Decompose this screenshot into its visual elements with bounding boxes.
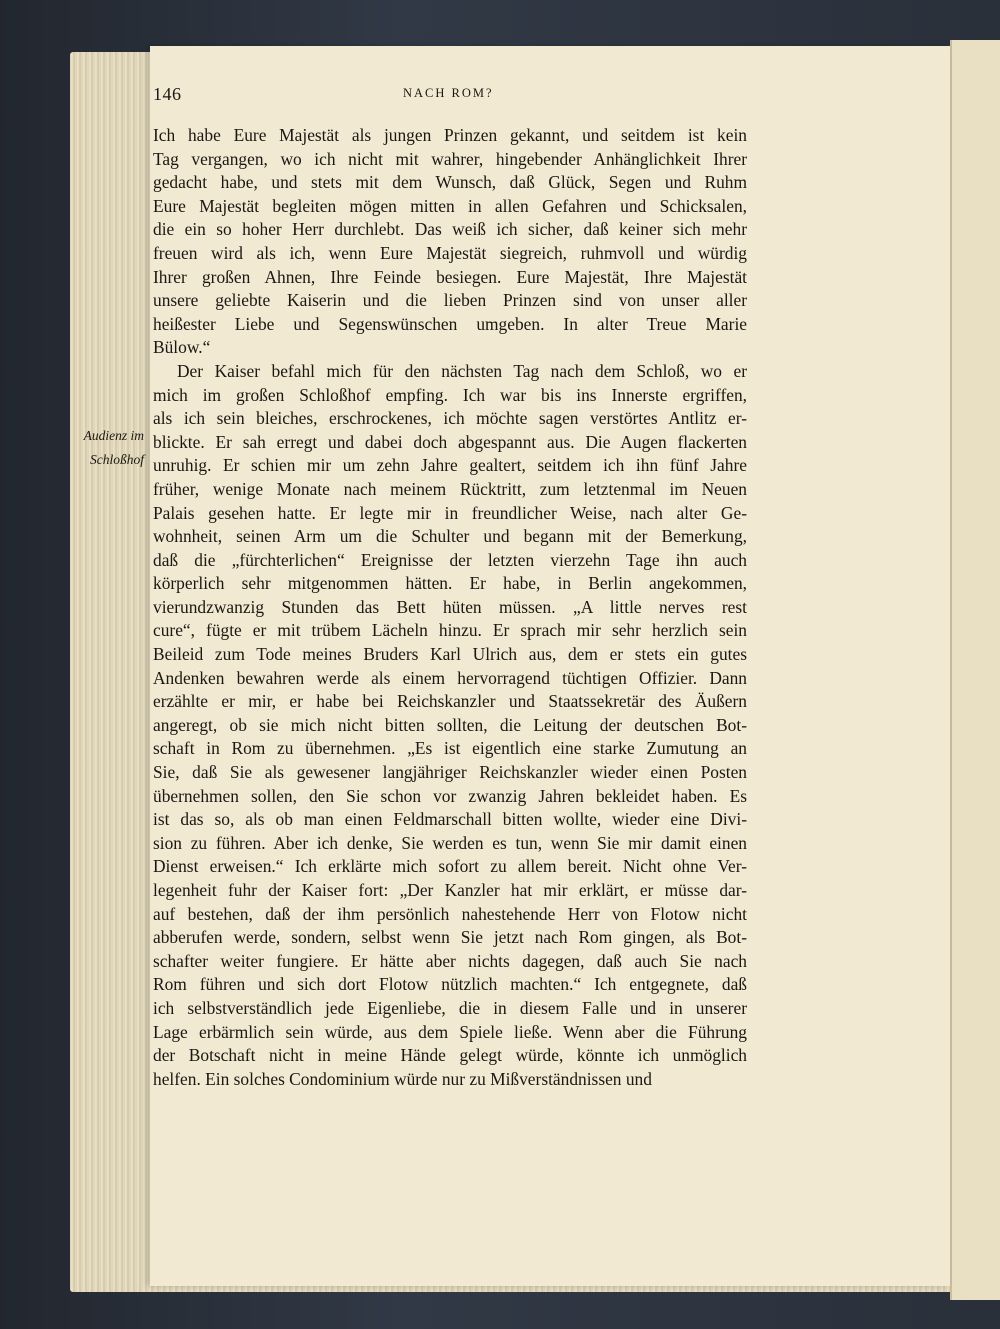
text-line: mich im großen Schloßhof empfing. Ich war bis ins Innerste ergriffen, [153,384,747,405]
text-line: Ihrer großen Ahnen, Ihre Feinde besiegen. Eure Majestät, Ihre Majestät [153,266,747,287]
text-line: heißester Liebe und Segenswünschen umgeben. In alter Treue Marie [153,313,747,334]
text-line: auf bestehen, daß der ihm persönlich nahestehende Herr von Flotow nicht [153,903,747,924]
text-line: daß die „fürchterlichen“ Ereignisse der letzten vierzehn Tage ihn auch [153,549,747,570]
text-line: der Botschaft nicht in meine Hände gelegt würde, könnte ich unmöglich [153,1045,747,1066]
text-line: ich selbstverständlich jede Eigenliebe, die in diesem Falle und in unserer [153,997,747,1018]
text-line: angeregt, ob sie mich nicht bitten sollten, die Leitung der deutschen Bot- [153,714,747,735]
text-line: Dienst erweisen.“ Ich erklärte mich sofort zu allem bereit. Nicht ohne Ver- [153,856,747,877]
text-block [153,84,747,1091]
page-header [153,84,747,124]
margin-note-line: Audienz im [83,428,144,443]
text-line: schafter weiter fungiere. Er hätte aber nichts dagegen, daß auch Sie nach [153,950,747,971]
text-line: freuen wird als ich, wenn Eure Majestät siegreich, ruhmvoll und würdig [153,242,747,263]
text-line: blickte. Er sah erregt und dabei doch abgespannt aus. Die Augen flackerten [153,431,747,452]
text-line: übernehmen sollen, den Sie schon vor zwanzig Jahren bekleidet haben. Es [153,785,747,806]
text-line: Ich habe Eure Majestät als jungen Prinzen gekannt, und seitdem ist kein [153,125,747,145]
body-text [153,124,747,1091]
text-line: Palais gesehen hatte. Er legte mir in freundlicher Weise, nach alter Ge- [153,502,747,523]
margin-note [40,424,144,471]
text-line: Tag vergangen, wo ich nicht mit wahrer, hingebender Anhänglichkeit Ihrer [153,148,747,169]
text-line: unsere geliebte Kaiserin und die lieben Prinzen sind von unser aller [153,290,747,311]
text-line: wohnheit, seinen Arm um die Schulter und begann mit der Bemerkung, [153,526,747,547]
text-line: vierundzwanzig Stunden das Bett hüten müssen. „A little nerves rest [153,596,747,617]
text-line: Eure Majestät begleiten mögen mitten in allen Gefahren und Schicksalen, [153,195,747,216]
text-line: cure“, fügte er mit trübem Lächeln hinzu. Er sprach mir sehr herzlich sein [153,620,747,641]
text-line: unruhig. Er schien mir um zehn Jahre gealtert, seitdem ich ihn fünf Jahre [153,455,747,476]
text-line: als ich sein bleiches, erschrockenes, ich möchte sagen verstörtes Antlitz er- [153,408,747,429]
page-number: 146 [153,84,182,104]
margin-note-line: Schloßhof [90,451,144,467]
text-line: ist das so, als ob man einen Feldmarschall bitten wollte, wieder eine Divi- [153,809,747,830]
text-line: körperlich sehr mitgenommen hätten. Er habe, in Berlin angekommen, [153,573,747,594]
text-line: erzählte er mir, er habe bei Reichskanzler und Staatssekretär des Äußern [153,691,747,712]
text-line: Beileid zum Tode meines Bruders Karl Ulrich aus, dem er stets ein gutes [153,644,747,665]
text-line: Lage erbärmlich sein würde, aus dem Spiele ließe. Wenn aber die Führung [153,1021,747,1042]
text-line: früher, wenige Monate nach meinem Rücktritt, zum letztenmal im Neuen [153,478,747,499]
text-line: Der Kaiser befahl mich für den nächsten Tag nach dem Schloß, wo er [177,360,747,381]
text-line: sion zu führen. Aber ich denke, Sie werden es tun, wenn Sie mir damit einen [153,832,747,853]
text-line: Rom führen und sich dort Flotow nützlich machten.“ Ich entgegnete, daß [153,974,747,995]
running-head: NACH ROM? [403,86,494,100]
text-line: legenheit fuhr der Kaiser fort: „Der Kanzler hat mir erklärt, er müsse dar- [153,880,747,900]
text-line: schaft in Rom zu übernehmen. „Es ist eigentlich eine starke Zumutung an [153,738,747,759]
text-line: abberufen werde, sondern, selbst wenn Sie jetzt nach Rom gingen, als Bot- [153,927,747,948]
text-line: gedacht habe, und stets mit dem Wunsch, daß Glück, Segen und Ruhm [153,172,747,193]
facing-page-edge [950,40,1000,1300]
text-line: die ein so hoher Herr durchlebt. Das weiß ich sicher, daß keiner sich mehr [153,219,747,240]
text-line: Sie, daß Sie als gewesener langjähriger Reichskanzler wieder einen Posten [153,762,747,783]
text-line: Bülow.“ [153,337,211,358]
text-line: helfen. Ein solches Condominium würde nur zu Mißverständnissen und [153,1068,652,1089]
text-line: Andenken bewahren werde als einem hervorragend tüchtigen Offizier. Dann [153,667,747,688]
